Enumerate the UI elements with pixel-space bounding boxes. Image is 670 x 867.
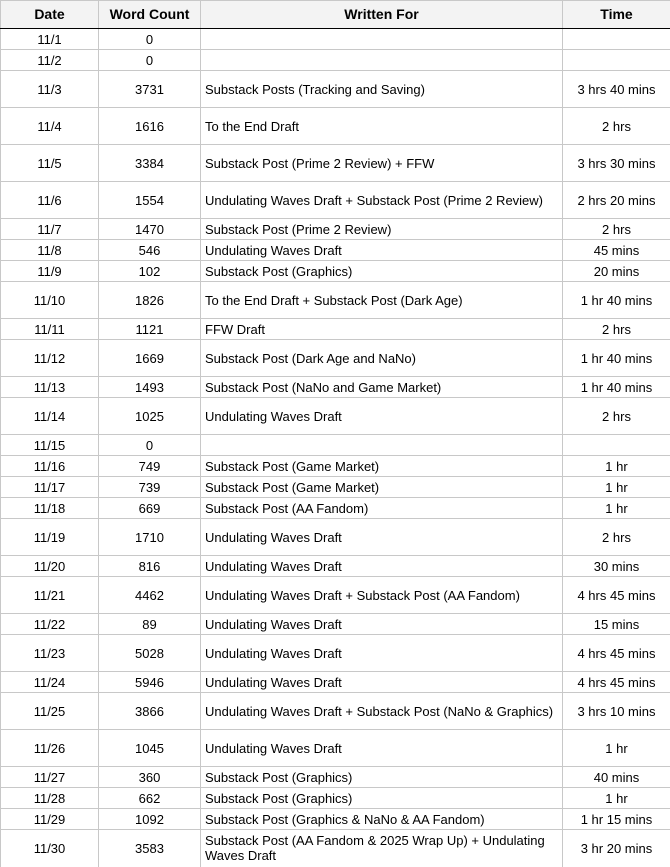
cell-date[interactable]: 11/16 — [1, 456, 99, 477]
cell-time[interactable]: 4 hrs 45 mins — [563, 635, 670, 672]
cell-time[interactable]: 3 hrs 40 mins — [563, 71, 670, 108]
cell-written-for[interactable]: Undulating Waves Draft + Substack Post (AA Fandom) — [201, 577, 563, 614]
table-row — [1, 377, 670, 398]
cell-word-count[interactable]: 1470 — [99, 219, 201, 240]
cell-time[interactable]: 45 mins — [563, 240, 670, 261]
cell-written-for[interactable]: Undulating Waves Draft — [201, 519, 563, 556]
cell-time[interactable]: 1 hr 15 mins — [563, 809, 670, 830]
cell-word-count[interactable]: 3583 — [99, 830, 201, 867]
cell-date[interactable]: 11/2 — [1, 50, 99, 71]
cell-time[interactable]: 2 hrs — [563, 519, 670, 556]
table-row — [1, 240, 670, 261]
cell-written-for[interactable]: Substack Post (Prime 2 Review) + FFW — [201, 145, 563, 182]
cell-word-count[interactable]: 669 — [99, 498, 201, 519]
cell-date[interactable]: 11/1 — [1, 29, 99, 50]
table-row — [1, 614, 670, 635]
cell-written-for[interactable]: Substack Post (AA Fandom) — [201, 498, 563, 519]
header-word-count[interactable]: Word Count — [99, 1, 201, 29]
cell-word-count[interactable]: 1669 — [99, 340, 201, 377]
cell-time[interactable]: 2 hrs — [563, 219, 670, 240]
cell-time[interactable] — [563, 29, 670, 50]
cell-written-for[interactable]: Substack Post (Graphics) — [201, 788, 563, 809]
cell-time[interactable]: 2 hrs 20 mins — [563, 182, 670, 219]
cell-written-for[interactable]: Substack Post (AA Fandom & 2025 Wrap Up) + Undulating Waves Draft — [201, 830, 563, 867]
table-row — [1, 477, 670, 498]
cell-time[interactable]: 3 hrs 10 mins — [563, 693, 670, 730]
cell-date[interactable]: 11/23 — [1, 635, 99, 672]
cell-date[interactable]: 11/20 — [1, 556, 99, 577]
cell-time[interactable]: 3 hr 20 mins — [563, 830, 670, 867]
table-row — [1, 145, 670, 182]
cell-time[interactable]: 1 hr 40 mins — [563, 340, 670, 377]
cell-date[interactable]: 11/6 — [1, 182, 99, 219]
cell-written-for[interactable]: Substack Post (Graphics) — [201, 767, 563, 788]
cell-date[interactable]: 11/10 — [1, 282, 99, 319]
table-row — [1, 577, 670, 614]
table-row — [1, 50, 670, 71]
table-row — [1, 830, 670, 867]
table-row — [1, 435, 670, 456]
cell-written-for[interactable] — [201, 435, 563, 456]
cell-word-count[interactable]: 1092 — [99, 809, 201, 830]
cell-date[interactable]: 11/21 — [1, 577, 99, 614]
cell-word-count[interactable]: 5028 — [99, 635, 201, 672]
cell-word-count[interactable]: 89 — [99, 614, 201, 635]
cell-word-count[interactable]: 5946 — [99, 672, 201, 693]
table-row — [1, 29, 670, 50]
cell-written-for[interactable]: Undulating Waves Draft — [201, 672, 563, 693]
cell-time[interactable]: 2 hrs — [563, 108, 670, 145]
cell-date[interactable]: 11/13 — [1, 377, 99, 398]
cell-time[interactable]: 2 hrs — [563, 398, 670, 435]
cell-word-count[interactable]: 749 — [99, 456, 201, 477]
cell-written-for[interactable] — [201, 50, 563, 71]
table-row — [1, 261, 670, 282]
table-row — [1, 809, 670, 830]
cell-date[interactable]: 11/22 — [1, 614, 99, 635]
cell-time[interactable]: 3 hrs 30 mins — [563, 145, 670, 182]
cell-word-count[interactable]: 1493 — [99, 377, 201, 398]
cell-time[interactable] — [563, 50, 670, 71]
header-written-for[interactable]: Written For — [201, 1, 563, 29]
table-row — [1, 319, 670, 340]
cell-written-for[interactable]: Undulating Waves Draft — [201, 614, 563, 635]
header-time[interactable]: Time — [563, 1, 670, 29]
cell-written-for[interactable]: Undulating Waves Draft — [201, 730, 563, 767]
cell-date[interactable]: 11/9 — [1, 261, 99, 282]
cell-date[interactable]: 11/7 — [1, 219, 99, 240]
header-row — [1, 1, 670, 29]
cell-time[interactable]: 30 mins — [563, 556, 670, 577]
cell-time[interactable]: 1 hr — [563, 456, 670, 477]
cell-date[interactable]: 11/11 — [1, 319, 99, 340]
cell-written-for[interactable]: Substack Post (Prime 2 Review) — [201, 219, 563, 240]
table-row — [1, 693, 670, 730]
cell-date[interactable]: 11/26 — [1, 730, 99, 767]
table-row — [1, 672, 670, 693]
table-row — [1, 635, 670, 672]
cell-word-count[interactable]: 102 — [99, 261, 201, 282]
cell-date[interactable]: 11/14 — [1, 398, 99, 435]
cell-date[interactable]: 11/27 — [1, 767, 99, 788]
cell-date[interactable]: 11/25 — [1, 693, 99, 730]
cell-time[interactable]: 1 hr — [563, 477, 670, 498]
cell-written-for[interactable]: Substack Post (NaNo and Game Market) — [201, 377, 563, 398]
cell-written-for[interactable]: Undulating Waves Draft — [201, 240, 563, 261]
cell-date[interactable]: 11/28 — [1, 788, 99, 809]
cell-word-count[interactable]: 1616 — [99, 108, 201, 145]
cell-word-count[interactable]: 1710 — [99, 519, 201, 556]
cell-written-for[interactable]: Substack Post (Graphics) — [201, 261, 563, 282]
cell-written-for[interactable]: Undulating Waves Draft — [201, 398, 563, 435]
table-row — [1, 398, 670, 435]
cell-written-for[interactable]: Undulating Waves Draft — [201, 556, 563, 577]
cell-date[interactable]: 11/18 — [1, 498, 99, 519]
table-row — [1, 108, 670, 145]
cell-date[interactable]: 11/19 — [1, 519, 99, 556]
cell-time[interactable]: 4 hrs 45 mins — [563, 672, 670, 693]
cell-time[interactable]: 1 hr — [563, 788, 670, 809]
cell-date[interactable]: 11/17 — [1, 477, 99, 498]
cell-date[interactable]: 11/12 — [1, 340, 99, 377]
cell-word-count[interactable]: 1554 — [99, 182, 201, 219]
cell-word-count[interactable]: 546 — [99, 240, 201, 261]
cell-time[interactable]: 1 hr — [563, 498, 670, 519]
cell-time[interactable]: 1 hr — [563, 730, 670, 767]
cell-written-for[interactable]: Substack Post (Game Market) — [201, 456, 563, 477]
table-row — [1, 788, 670, 809]
table-row — [1, 71, 670, 108]
cell-word-count[interactable]: 1025 — [99, 398, 201, 435]
table-row — [1, 519, 670, 556]
cell-date[interactable]: 11/24 — [1, 672, 99, 693]
cell-time[interactable]: 15 mins — [563, 614, 670, 635]
table-row — [1, 498, 670, 519]
cell-date[interactable]: 11/3 — [1, 71, 99, 108]
table-row — [1, 340, 670, 377]
cell-word-count[interactable]: 0 — [99, 435, 201, 456]
cell-time[interactable]: 1 hr 40 mins — [563, 282, 670, 319]
cell-time[interactable]: 4 hrs 45 mins — [563, 577, 670, 614]
cell-time[interactable]: 1 hr 40 mins — [563, 377, 670, 398]
cell-word-count[interactable]: 3731 — [99, 71, 201, 108]
cell-time[interactable]: 20 mins — [563, 261, 670, 282]
cell-time[interactable]: 2 hrs — [563, 319, 670, 340]
cell-written-for[interactable]: Substack Post (Dark Age and NaNo) — [201, 340, 563, 377]
cell-written-for[interactable]: Substack Post (Graphics & NaNo & AA Fandom) — [201, 809, 563, 830]
cell-word-count[interactable]: 3384 — [99, 145, 201, 182]
cell-date[interactable]: 11/8 — [1, 240, 99, 261]
cell-time[interactable] — [563, 435, 670, 456]
cell-date[interactable]: 11/15 — [1, 435, 99, 456]
table-row — [1, 730, 670, 767]
cell-date[interactable]: 11/5 — [1, 145, 99, 182]
table-row — [1, 282, 670, 319]
cell-written-for[interactable]: Substack Post (Game Market) — [201, 477, 563, 498]
cell-written-for[interactable]: To the End Draft + Substack Post (Dark Age) — [201, 282, 563, 319]
cell-written-for[interactable]: FFW Draft — [201, 319, 563, 340]
cell-word-count[interactable]: 4462 — [99, 577, 201, 614]
cell-written-for[interactable]: Undulating Waves Draft + Substack Post (Prime 2 Review) — [201, 182, 563, 219]
cell-word-count[interactable]: 1121 — [99, 319, 201, 340]
cell-written-for[interactable] — [201, 29, 563, 50]
table-row — [1, 182, 670, 219]
cell-written-for[interactable]: Undulating Waves Draft + Substack Post (NaNo & Graphics) — [201, 693, 563, 730]
cell-word-count[interactable]: 1826 — [99, 282, 201, 319]
cell-word-count[interactable]: 0 — [99, 50, 201, 71]
table-row — [1, 556, 670, 577]
cell-word-count[interactable]: 739 — [99, 477, 201, 498]
cell-written-for[interactable]: To the End Draft — [201, 108, 563, 145]
cell-word-count[interactable]: 360 — [99, 767, 201, 788]
cell-word-count[interactable]: 816 — [99, 556, 201, 577]
cell-date[interactable]: 11/30 — [1, 830, 99, 867]
cell-time[interactable]: 40 mins — [563, 767, 670, 788]
cell-date[interactable]: 11/29 — [1, 809, 99, 830]
header-date[interactable]: Date — [1, 1, 99, 29]
table-row — [1, 456, 670, 477]
table-row — [1, 219, 670, 240]
cell-date[interactable]: 11/4 — [1, 108, 99, 145]
cell-written-for[interactable]: Substack Posts (Tracking and Saving) — [201, 71, 563, 108]
cell-written-for[interactable]: Undulating Waves Draft — [201, 635, 563, 672]
cell-word-count[interactable]: 1045 — [99, 730, 201, 767]
table-row — [1, 767, 670, 788]
cell-word-count[interactable]: 662 — [99, 788, 201, 809]
cell-word-count[interactable]: 0 — [99, 29, 201, 50]
cell-word-count[interactable]: 3866 — [99, 693, 201, 730]
